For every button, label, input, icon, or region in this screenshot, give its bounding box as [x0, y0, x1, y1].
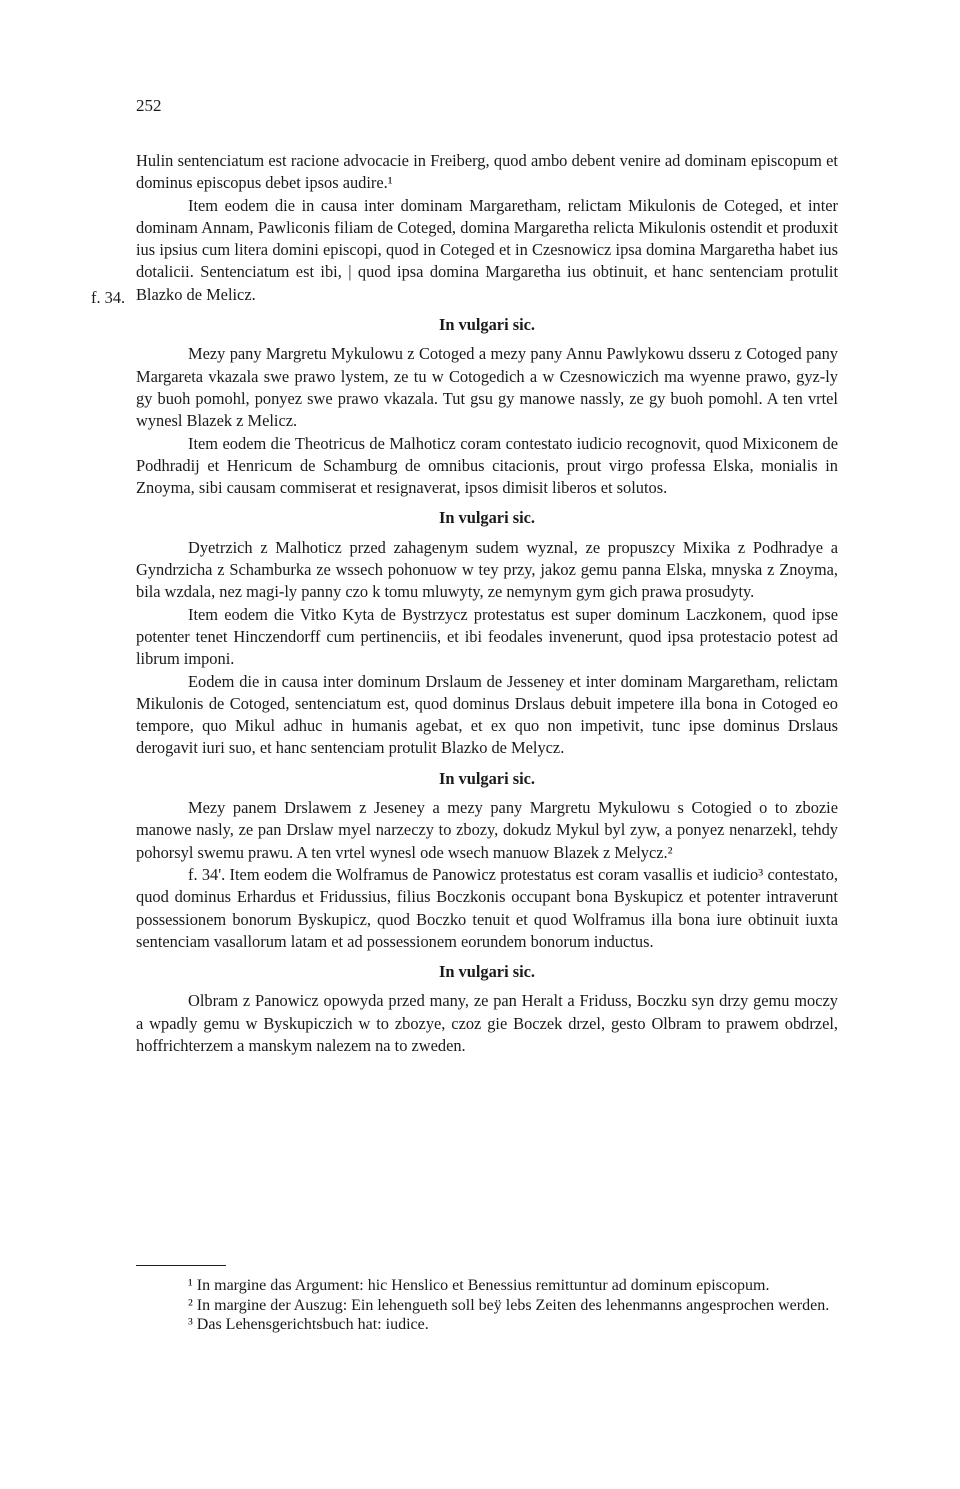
folio-marker: f. 34. [91, 288, 126, 307]
footnote-divider [136, 1265, 226, 1266]
section-heading: In vulgari sic. [438, 962, 536, 982]
section-heading: In vulgari sic. [438, 768, 536, 788]
paragraph: f. 34'. Item eodem die Wolframus de Panowicz protestatus est coram vasallis et iudicio³ contestato, quod dominus Erhardus et Fridussius, filius Boczkonis occupant bona Byskupicz et potenter intraverunt possessionem bonorum Byskupicz, quod Boczko tenuit et quod Wolframus illa bona iure obtinuit iuxta sentenciam vasallorum latam et ad possessionem eorundem bonorum inductus. [136, 864, 838, 951]
paragraph: Item eodem die in causa inter dominam Margaretham, relictam Mikulonis de Coteged, et inter dominam Annam, Pawliconis filiam de Coteged, domina Margaretha relicta Mikulonis ostendit et produxit ius ipsius cum litera domini episcopi, quod in Coteged et in Czesnowicz ipsa domina Margaretha habet ius dotalicii. Sentenciatum est ibi, | quod ipsa domina Margaretha ius obtinuit, et hanc sentenciam protulit Blazko de Melicz. [136, 195, 838, 304]
paragraph: Olbram z Panowicz opowyda przed many, ze pan Heralt a Friduss, Boczku syn drzy gemu moczy a wpadly gemu w Byskupiczich w to zbozye, czoz gie Boczek drzel, gesto Olbram to prawem obdrzel, hoffrichterzem a manskym nalezem na to zweden. [136, 991, 838, 1055]
section-heading: In vulgari sic. [438, 508, 536, 528]
footnote: ³ Das Lehensgerichtsbuch hat: iudice. [188, 1316, 429, 1334]
section-heading: In vulgari sic. [438, 315, 536, 335]
page-number: 252 [136, 96, 162, 115]
paragraph: Item eodem die Theotricus de Malhoticz coram contestato iudicio recognovit, quod Mixiconem de Podhradij et Henricum de Schamburg de omnibus citacionis, prout virgo professa Elska, monialis in Znoyma, sibi causam commiserat et resignaverat, ipsos dimisit liberos et solutos. [136, 433, 838, 498]
paragraph: Item eodem die Vitko Kyta de Bystrzycz protestatus est super dominum Laczkonem, quod ipse potenter tenet Hinczendorff cum pertinenciis, et ibi feodales invenerunt, quod ipsa protestacio potest ad librum imponi. [136, 604, 838, 669]
main-text [136, 150, 838, 1057]
paragraph: Eodem die in causa inter dominum Drslaum de Jesseney et inter dominam Margaretham, relictam Mikulonis de Cotoged, sentenciatum est, quod dominus Drslaus debuit impetere illa bona in Cotoged eo tempore, quo Mikul adhuc in humanis agebat, et ex quo non impetivit, tunc ipse dominus Drslaus derogavit iuri suo, et hanc sentenciam protulit Blazko de Melycz. [136, 671, 838, 758]
paragraph: Mezy panem Drslawem z Jeseney a mezy pany Margretu Mykulowu s Cotogied o to zbozie manowe nasly, ze pan Drslaw myel narzeczy to zbozy, dokudz Mykul byl zyw, a ponyez nenarzekl, tehdy pohorsyl swemu prawu. A ten vrtel wynesl ode wsech manuow Blazek z Melycz.² [136, 798, 838, 862]
paragraph: Mezy pany Margretu Mykulowu z Cotoged a mezy pany Annu Pawlykowu dsseru z Cotoged pany Margareta vkazala swe prawo lystem, ze tu w Cotogedich a w Czesnowiczich ma wyenne prawo, gyz-ly gy buoh pomohl, ponyez swe prawo vkazala. Tut gsu gy manowe nassly, ze gy buoh pomohl. A ten vrtel wynesl Blazek z Melicz. [136, 344, 838, 431]
paragraph: Hulin sentenciatum est racione advocacie in Freiberg, quod ambo debent venire ad dominam episcopum et dominus episcopus debet ipsos audire.¹ [136, 151, 838, 193]
footnote: ² In margine der Auszug: Ein lehengueth soll beÿ lebs Zeiten des lehenmanns angesprochen werden. [188, 1296, 830, 1314]
footnote: ¹ In margine das Argument: hic Henslico et Benessius remittuntur ad dominum episcopum. [188, 1277, 770, 1294]
paragraph: Dyetrzich z Malhoticz przed zahagenym sudem wyznal, ze propuszcy Mixika z Podhradye a Gyndrzicha z Schamburka ze wssech pohonuow w tey przy, jakoz gemu panna Elska, mnyska z Znoyma, bila wzdala, nez magi-ly panny czo k tomu mluwyty, ze nemynym gym gich prawa prosudyty. [136, 537, 838, 602]
footnotes [136, 1276, 838, 1335]
